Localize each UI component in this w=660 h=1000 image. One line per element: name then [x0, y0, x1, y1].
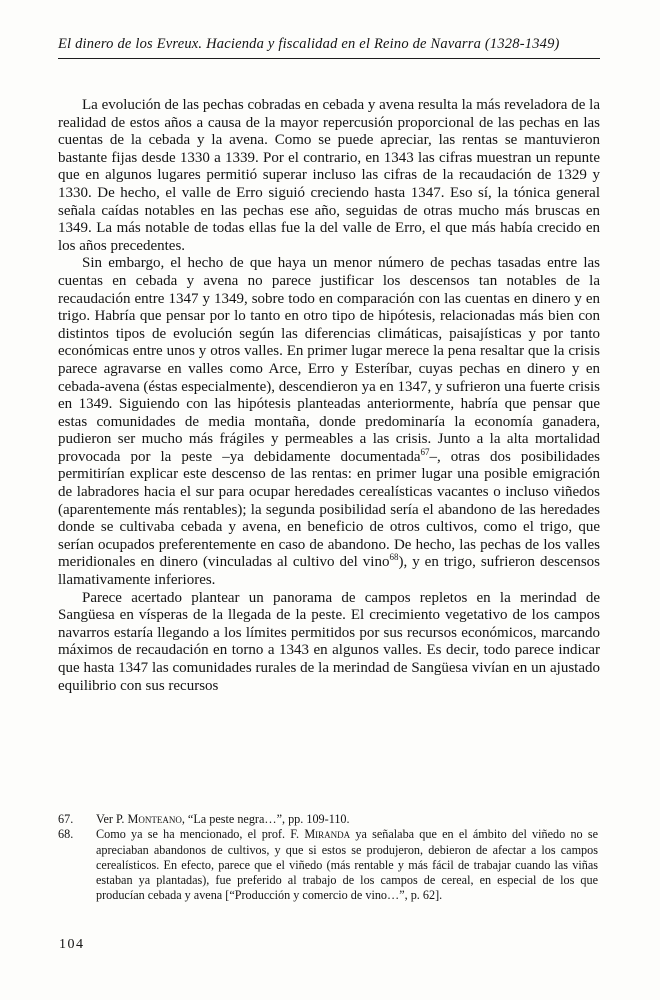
running-head-rule [58, 36, 600, 59]
footnote-text [96, 812, 598, 827]
paragraph-2-text-run: Sin embargo, el hecho de que haya un menor número de pechas tasadas entre las cuentas en cebada y avena no parece justificar los descensos tan notables de la recaudación entre 1347 y 1349, sobre todo en comparación con las cuentas en dinero y en trigo. Habría que pensar por lo tanto en otro tipo de hipótesis, relacionadas más bien con distintos tipos de evolución según las diferencias climáticas, paisajísticas y por tanto económicas entre unos y otros valles. En primer lugar merece la pena resaltar que la crisis parece agravarse en valles como Arce, Erro y Esteríbar, cuyas pechas en dinero y en cebada-avena (éstas especialmente), descendieron ya en 1347, y sufrieron una fuerte crisis en 1349. Siguiendo con las hipótesis planteadas anteriormente, habría que pensar que estas comunidades de media montaña, donde predominaría la economía ganadera, pudieron ser mucho más frágiles y permeables a las crisis. Junto a la alta mortalidad provocada por la peste –ya debidamente documentada [58, 255, 600, 465]
paragraph-2-text-run: ), y en trigo, sufrieron descensos llamativamente inferiores. [58, 554, 601, 589]
footnote-67-text-run: , “La peste negra…”, pp. 109-110. [181, 812, 350, 826]
footnote-number: 68. [58, 827, 74, 842]
paragraph-2-text-run: –, otras dos posibilidades permitirían explicar este descenso de las rentas: en primer lugar una posible emigración de labradores hacia el sur para ocupar heredades cerealísticas vacantes o incluso viñedos (aparentemente más rentables); la segunda posibilidad sería el abandono de las heredades donde se cultivaba cebada y avena, en beneficio de otros cultivos, como el trigo, que serían ocupados preferentemente en caso de abandono. De hecho, las pechas de los valles meridionales en dinero (vinculadas al cultivo del vino [58, 448, 600, 571]
footnote-number: 67. [58, 812, 74, 826]
paragraph-1-text-run: La evolución de las pechas cobradas en cebada y avena resulta la más reveladora de la realidad de estos años a causa de la mayor repercusión proporcional de las pechas en las cuentas de la cebada y la avena. Como se puede apreciar, las rentas se mantuvieron bastante fijas desde 1330 a 1339. Por el contrario, en 1343 las cifras muestran un repunte que en algunos lugares permitió superar incluso las cifras de la recaudación de 1329 y 1330. De hecho, el valle de Erro siguió creciendo hasta 1347. Eso sí, la tónica general señala caídas notables en las pechas ese año, seguidas de otras mucho más bruscas en 1349. La más notable de todas ellas fue la del valle de Erro, el que más había crecido en los años precedentes. [58, 97, 600, 254]
footnote-text [96, 827, 598, 903]
footnote-67-text-run: Ver P. [96, 812, 128, 826]
footnotes-section [58, 812, 598, 904]
paragraph-2-footnote-ref: 67 [420, 446, 430, 457]
footnote-67 [58, 812, 598, 827]
paragraph-2 [58, 255, 600, 589]
paragraph-1 [58, 97, 600, 255]
paragraph-2-footnote-ref: 68 [389, 552, 399, 563]
running-head-title: El dinero de los Evreux. Hacienda y fiscalidad en el Reino de Navarra (1328-1349) [58, 36, 560, 52]
footnote-68 [58, 827, 598, 903]
paragraph-3 [58, 590, 600, 696]
footnote-67-smallcaps-name: Monteano [127, 812, 182, 826]
paragraph-3-text-run: Parece acertado plantear un panorama de campos repletos en la merindad de Sangüesa en vísperas de la llegada de la peste. El crecimiento vegetativo de los campos navarros estaría llegando a los límites permitidos por sus recursos económicos, marcando máximos de recaudación en torno a 1343 en algunos valles. Es decir, todo parece indicar que hasta 1347 las comunidades rurales de la merindad de Sangüesa vivían en un ajustado equilibrio con sus recursos [58, 589, 600, 694]
body-text [58, 97, 600, 695]
footnote-68-smallcaps-name: Miranda [304, 827, 351, 842]
footnote-68-text-run: Como ya se ha mencionado, el prof. F. [96, 827, 305, 842]
page-number: 104 [59, 937, 85, 952]
footnote-68-text-run: ya señalaba que en el ámbito del viñedo no se apreciaban abandonos de cultivos, y que si estos se produjeron, debieron de afectar a los campos cerealísticos. En efecto, parece que el viñedo (más rentable y más fácil de trabajar cuando las viñas estaban ya plantadas), fue preferido al trabajo de los campos de cereal, en especial de los que producían cebada y avena [“Producción y comercio de vino…”, p. 62]. [96, 827, 599, 903]
